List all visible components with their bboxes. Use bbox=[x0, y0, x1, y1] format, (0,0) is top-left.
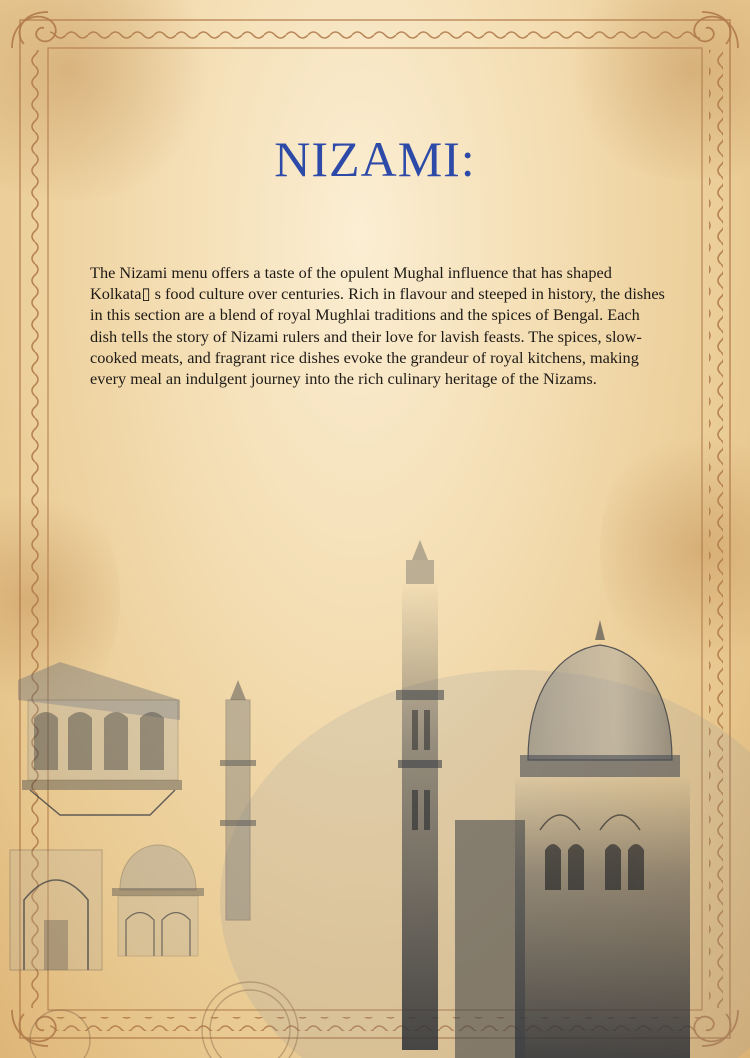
jharokha-pavilion-sketch bbox=[18, 662, 182, 815]
gateway-sketch bbox=[10, 850, 102, 970]
page-title: NIZAMI: bbox=[274, 131, 476, 187]
minaret-sketch bbox=[396, 540, 444, 1050]
intro-paragraph: The Nizami menu offers a taste of the opulent Mughal influence that has shaped Kolkata▯ s food culture over centuries. Rich in flavour and steeped in history, the dishes in this section are a blend of royal Mughlai traditions and the spices of Bengal. Each dish tells the story of Nizami rulers and their love for lavish feasts. The spices, slow-cooked meats, and fragrant rice dishes evoke the grandeur of royal kitchens, making every meal an indulgent journey into the rich culinary heritage of the Nizams. bbox=[90, 263, 665, 389]
chhatri-sketch bbox=[112, 845, 204, 956]
